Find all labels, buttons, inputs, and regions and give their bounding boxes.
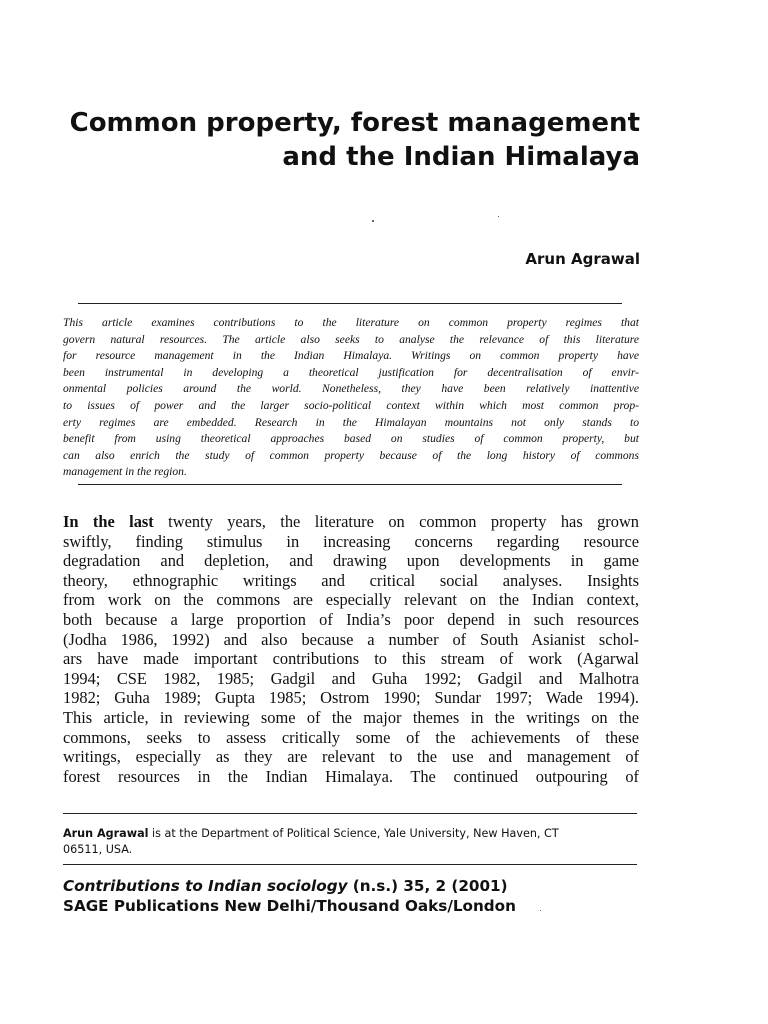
abstract-line: benefit from using theoretical approaches based on studies of common property, but	[63, 432, 639, 446]
body-line: This article, in reviewing some of the major themes in the writings on the	[63, 707, 639, 727]
body-line-rest: twenty years, the literature on common property has grown	[153, 512, 639, 531]
journal-citation	[63, 876, 663, 916]
body-line: 1994; CSE 1982, 1985; Gadgil and Guha 1992; Gadgil and Malhotra	[63, 668, 639, 688]
abstract-line: management in the region.	[63, 465, 187, 479]
body-line: both because a large proportion of India’s poor depend in such resources	[63, 609, 639, 629]
journal-name: Contributions to Indian sociology	[63, 877, 348, 895]
title-line-2: and the Indian Himalaya	[282, 142, 640, 172]
abstract-line: to issues of power and the larger socio-political context within which most common prop-	[63, 398, 639, 412]
publisher-line: SAGE Publications New Delhi/Thousand Oaks/London	[63, 897, 516, 915]
footnote-line	[63, 826, 639, 842]
lead-in: In the last	[63, 512, 154, 531]
journal-issue: (n.s.) 35, 2 (2001)	[347, 877, 508, 895]
body-line: theory, ethnographic writings and critical social analyses. Insights	[63, 570, 639, 590]
body-line: commons, seeks to assess critically some of the achievements of these	[63, 727, 639, 747]
body-line: (Jodha 1986, 1992) and also because a number of South Asianist schol-	[63, 629, 639, 649]
body-line: degradation and depletion, and drawing upon developments in game	[63, 551, 639, 571]
author-affiliation-footnote	[63, 826, 639, 858]
footnote-top-rule	[63, 813, 637, 814]
body-line	[63, 512, 639, 532]
abstract-line: This article examines contributions to the literature on common property regimes that	[63, 316, 639, 329]
body-line: from work on the commons are especially relevant on the Indian context,	[63, 590, 639, 610]
title-line-1: Common property, forest management	[69, 108, 640, 138]
body-line: ars have made important contributions to this stream of work (Agarwal	[63, 649, 639, 669]
author-name: Arun Agrawal	[525, 250, 640, 268]
abstract-line: can also enrich the study of common property because of the long history of commons	[63, 448, 639, 462]
abstract-bottom-rule	[78, 484, 622, 485]
scan-speck	[540, 910, 541, 911]
scan-speck	[372, 220, 374, 222]
abstract-line: onmental policies around the world. Nonetheless, they have been relatively inattentive	[63, 382, 639, 396]
body-line: writings, especially as they are relevant to the use and management of	[63, 747, 639, 767]
body-line: swiftly, finding stimulus in increasing concerns regarding resource	[63, 531, 639, 551]
body-text	[63, 512, 639, 786]
abstract-line: been instrumental in developing a theoretical justification for decentralisation of envir-	[63, 365, 639, 379]
footnote-line: 06511, USA.	[63, 843, 133, 856]
journal-line	[63, 876, 663, 896]
body-line: 1982; Guha 1989; Gupta 1985; Ostrom 1990; Sundar 1997; Wade 1994).	[63, 688, 639, 708]
body-line: forest resources in the Indian Himalaya. The continued outpouring of	[63, 766, 639, 786]
abstract-line: for resource management in the Indian Himalaya. Writings on common property have	[63, 349, 639, 363]
abstract-top-rule	[78, 303, 622, 304]
footnote-author: Arun Agrawal	[63, 827, 149, 840]
footnote-affiliation: is at the Department of Political Science, Yale University, New Haven, CT	[148, 827, 559, 840]
footnote-bottom-rule	[63, 864, 637, 865]
abstract	[63, 315, 639, 481]
abstract-line: govern natural resources. The article also seeks to analyse the relevance of this literature	[63, 332, 639, 346]
article-title	[60, 106, 640, 174]
abstract-line: erty regimes are embedded. Research in the Himalayan mountains not only stands to	[63, 415, 639, 429]
scan-speck	[498, 216, 499, 217]
